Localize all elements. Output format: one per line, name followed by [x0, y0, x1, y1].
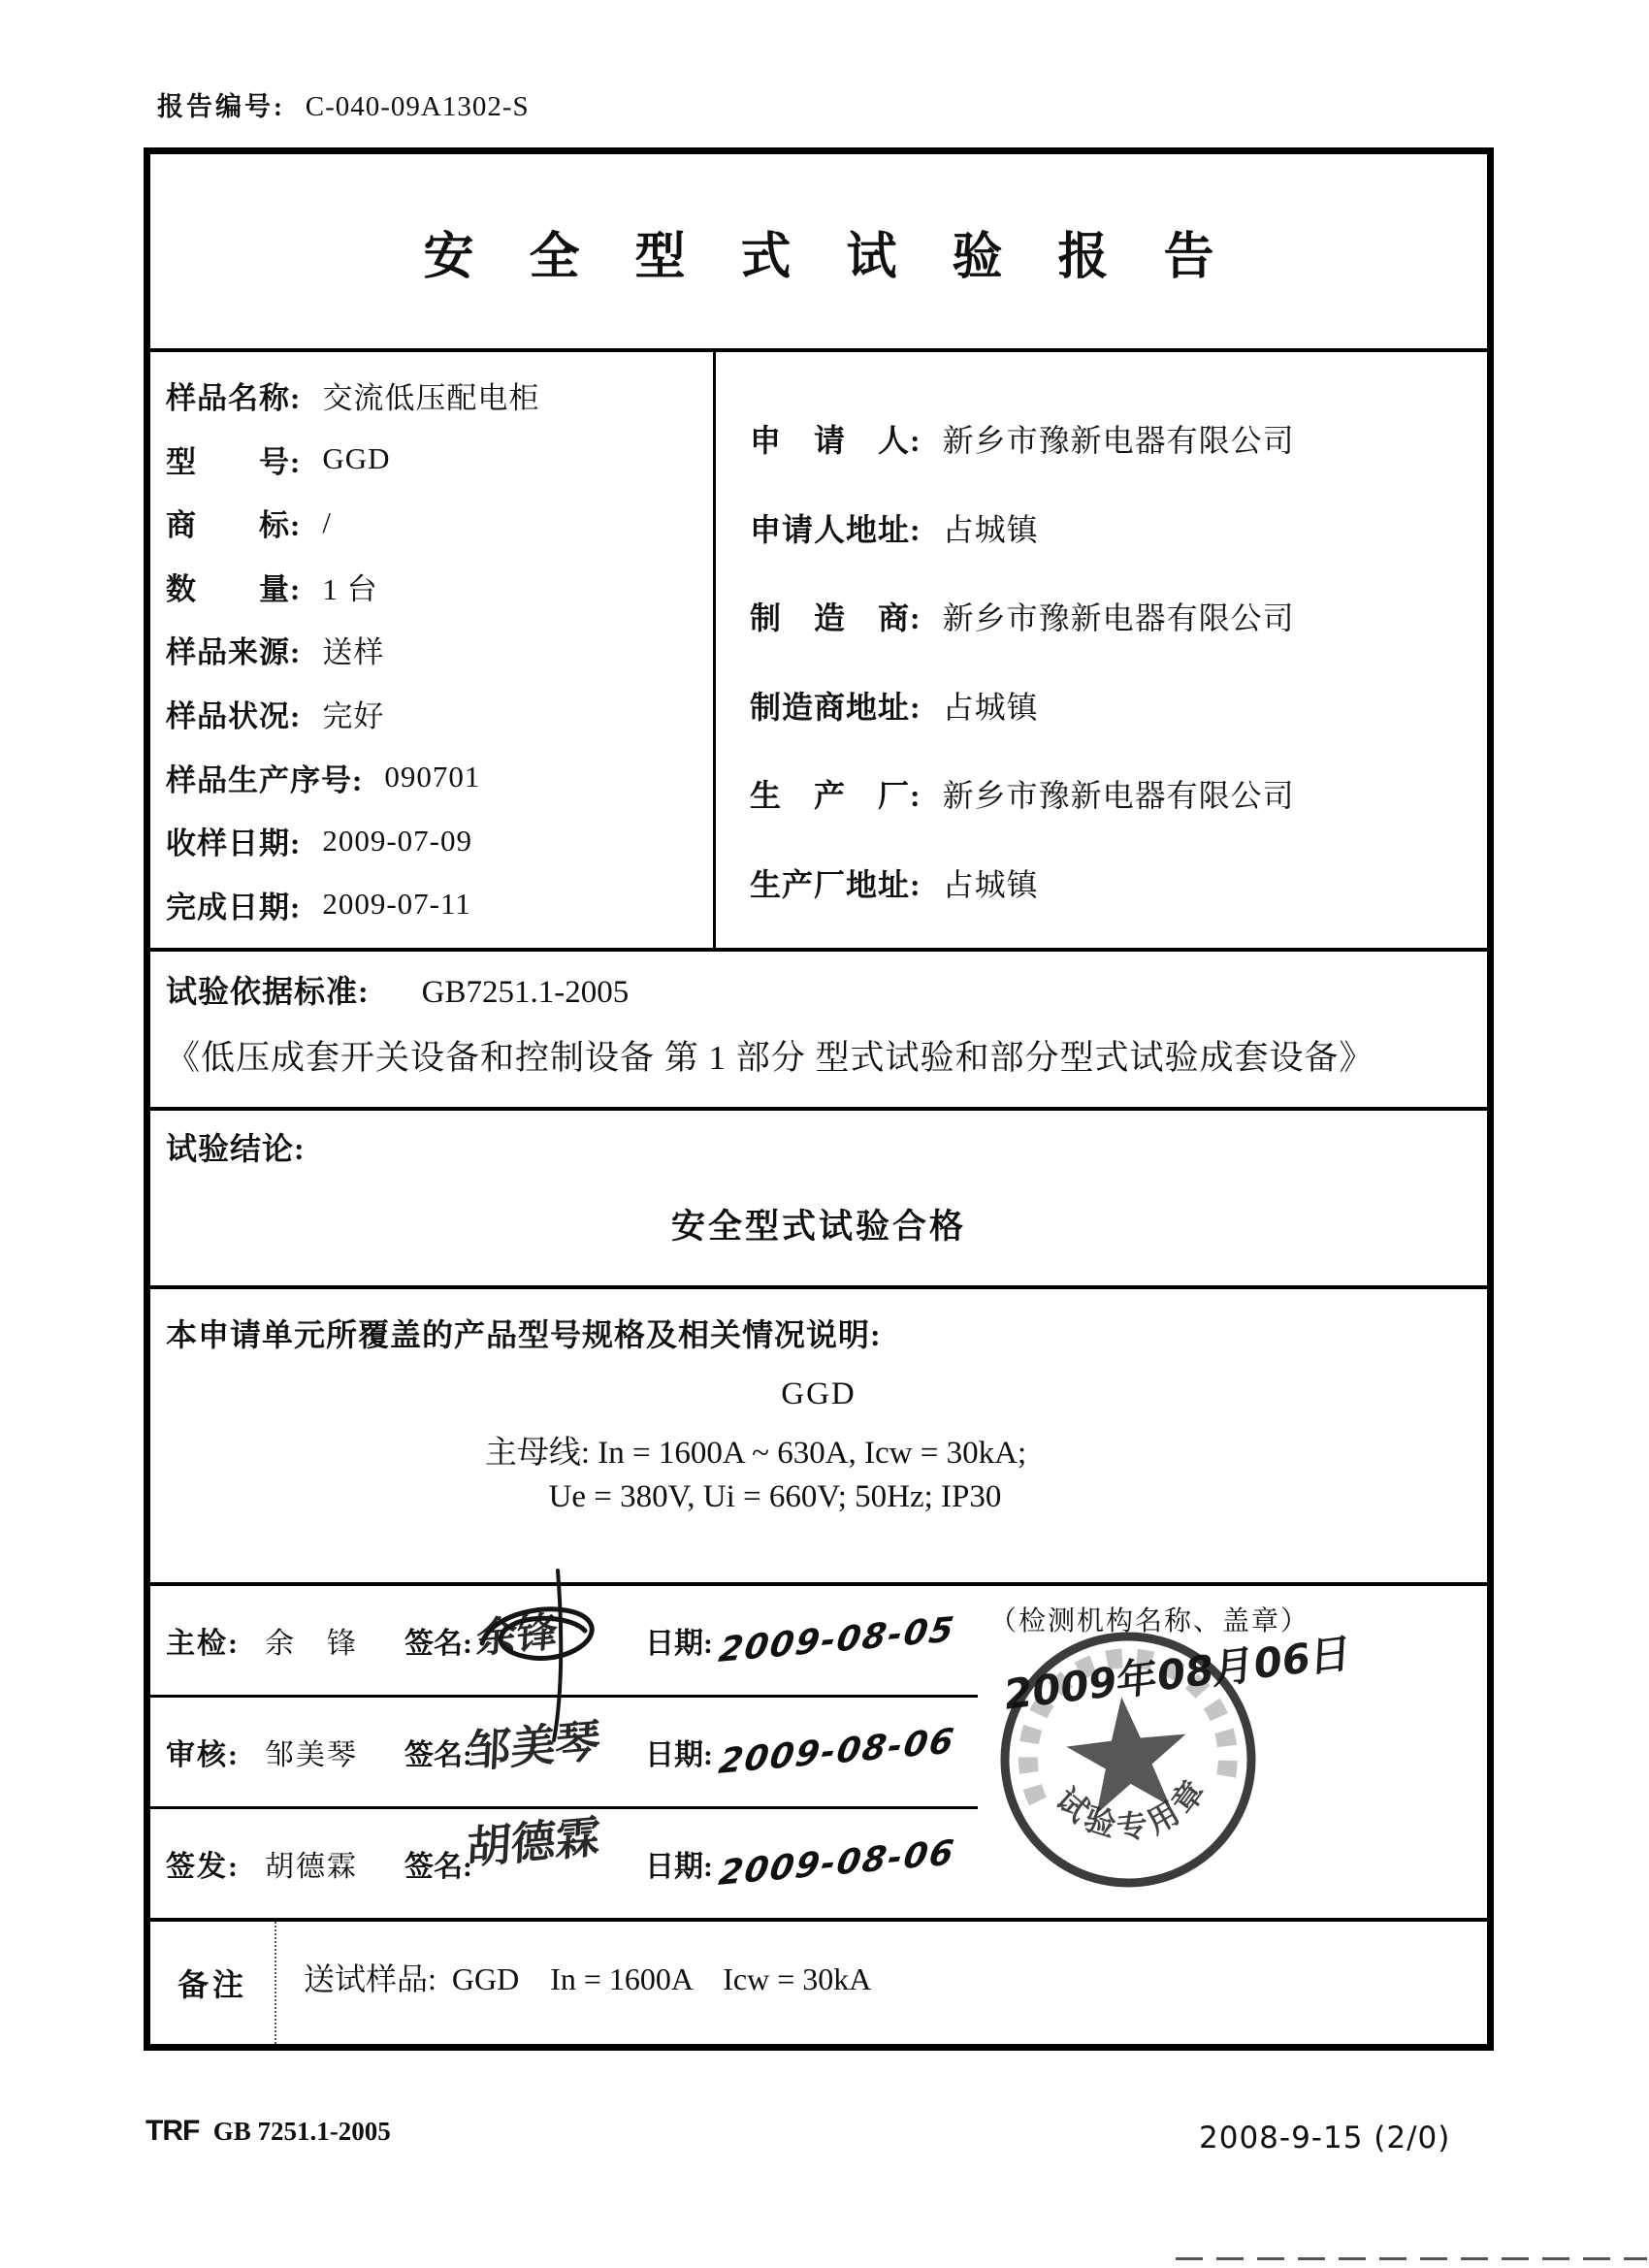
footer-standard-ref: GB 7251.1-2005 — [212, 2117, 391, 2146]
reviewer-name: 邹美琴 — [265, 1739, 358, 1771]
trademark-row — [166, 501, 713, 544]
model-value: GGD — [322, 441, 391, 476]
factory-value: 新乡市豫新电器有限公司 — [942, 778, 1295, 814]
applicant-address-row — [750, 505, 1487, 550]
applicant-label: 申 请 人: — [750, 423, 922, 458]
manufacturer-row — [750, 594, 1487, 638]
footer-date-page: 2008-9-15 (2/0) — [1199, 2121, 1451, 2155]
sign-label: 签名: — [404, 1739, 472, 1771]
chief-inspector-label: 主检: — [166, 1628, 240, 1660]
standard-section — [150, 952, 1487, 1111]
factory-address-value: 占城镇 — [942, 866, 1039, 902]
coverage-busbar-spec: 主母线: In = 1600A ~ 630A, Icw = 30kA; — [484, 1436, 1027, 1471]
receive-date-value: 2009-07-09 — [322, 823, 472, 858]
sample-source-value: 送样 — [322, 635, 385, 670]
remark-section — [150, 1922, 1487, 2044]
trademark-value: / — [322, 504, 332, 539]
model-row — [166, 437, 713, 481]
manufacturer-label: 制 造 商: — [750, 600, 922, 636]
standard-code: GB7251.1-2005 — [421, 975, 630, 1010]
signature-scribble — [465, 1541, 649, 1745]
date-label: 日期: — [645, 1628, 713, 1660]
finish-date-label: 完成日期: — [166, 890, 302, 924]
sign-label: 签名: — [404, 1851, 472, 1883]
issuer-row — [150, 1809, 978, 1918]
receive-date-label: 收样日期: — [166, 826, 302, 861]
signature-rows — [150, 1586, 978, 1918]
handwritten-date: 2009-08-06 — [716, 1833, 958, 1894]
chief-inspector-row — [150, 1586, 978, 1698]
manufacturer-address-value: 占城镇 — [942, 689, 1039, 725]
handwritten-signature: 胡德霖 — [465, 1809, 602, 1875]
report-number-value: C-040-09A1302-S — [305, 91, 530, 122]
chief-inspector-signature — [472, 1586, 645, 1695]
factory-row — [750, 771, 1487, 816]
finish-date-row — [166, 883, 713, 926]
factory-label: 生 产 厂: — [750, 778, 922, 814]
report-number-label: 报告编号: — [157, 92, 285, 121]
serial-number-label: 样品生产序号: — [166, 762, 364, 797]
scan-artifact-line — [1176, 2257, 1647, 2260]
conclusion-result: 安全型式试验合格 — [670, 1208, 966, 1246]
quantity-value: 1 台 — [322, 571, 378, 606]
info-section — [150, 352, 1487, 952]
applicant-value: 新乡市豫新电器有限公司 — [942, 423, 1295, 458]
sample-info-column — [150, 352, 716, 948]
manufacturer-address-row — [750, 683, 1487, 728]
stamp-caption: （检测机构名称、盖章） — [989, 1606, 1310, 1636]
applicant-info-column — [719, 352, 1487, 948]
issuer-signature — [465, 1809, 645, 1918]
issuer-name: 胡德霖 — [265, 1851, 358, 1883]
conclusion-label: 试验结论: — [166, 1131, 306, 1166]
stamp-bottom-text: 试验专用章 — [1049, 1769, 1215, 1846]
quantity-row — [166, 565, 713, 608]
sample-condition-row — [166, 692, 713, 735]
handwritten-signature: 邹美琴 — [465, 1713, 602, 1779]
sample-name-label: 样品名称: — [166, 381, 302, 416]
applicant-row — [750, 416, 1487, 461]
report-number-line — [157, 85, 530, 123]
applicant-address-value: 占城镇 — [942, 511, 1039, 547]
quantity-label: 数 量: — [166, 571, 302, 606]
report-table — [144, 147, 1494, 2051]
sample-source-label: 样品来源: — [166, 635, 302, 670]
receive-date-row — [166, 819, 713, 862]
reviewer-label: 审核: — [166, 1739, 240, 1771]
serial-number-value: 090701 — [384, 760, 481, 794]
manufacturer-value: 新乡市豫新电器有限公司 — [942, 600, 1295, 636]
chief-inspector-name: 余 锋 — [265, 1628, 358, 1660]
sample-name-value: 交流低压配电柜 — [322, 381, 540, 416]
issuer-label: 签发: — [166, 1851, 240, 1883]
sample-condition-value: 完好 — [322, 699, 385, 733]
page-title: 安 全 型 式 试 验 报 告 — [423, 229, 1236, 285]
title-row — [150, 154, 1487, 352]
applicant-address-label: 申请人地址: — [750, 511, 922, 547]
signature-section — [150, 1586, 1487, 1922]
stamp-handwritten-date: 2009年08月06日 — [1002, 1628, 1352, 1720]
factory-address-row — [750, 860, 1487, 905]
coverage-section — [150, 1289, 1487, 1586]
standard-label: 试验依据标准: — [166, 974, 370, 1009]
stamp-cell — [978, 1586, 1487, 1918]
remark-label: 备注 — [150, 1922, 276, 2044]
factory-address-label: 生产厂地址: — [750, 866, 922, 902]
handwritten-date: 2009-08-05 — [716, 1610, 958, 1670]
serial-number-row — [166, 756, 713, 799]
sign-label: 签名: — [404, 1628, 472, 1660]
footer-left — [146, 2115, 391, 2148]
coverage-model: GGD — [781, 1377, 857, 1411]
date-label: 日期: — [645, 1739, 713, 1771]
handwritten-signature: 余锋 — [474, 1607, 560, 1663]
trf-logo: TRF — [146, 2115, 200, 2147]
model-label: 型 号: — [166, 444, 302, 479]
conclusion-section — [150, 1111, 1487, 1289]
sample-condition-label: 样品状况: — [166, 699, 302, 733]
manufacturer-address-label: 制造商地址: — [750, 689, 922, 725]
trademark-label: 商 标: — [166, 508, 302, 543]
standard-line — [166, 967, 1487, 1012]
coverage-voltage-spec: Ue = 380V, Ui = 660V; 50Hz; IP30 — [548, 1479, 1002, 1514]
date-label: 日期: — [645, 1851, 713, 1883]
standard-title: 《低压成套开关设备和控制设备 第 1 部分 型式试验和部分型式试验成套设备》 — [166, 1039, 1374, 1077]
finish-date-value: 2009-07-11 — [322, 887, 471, 922]
coverage-heading: 本申请单元所覆盖的产品型号规格及相关情况说明: — [166, 1317, 882, 1352]
sample-source-row — [166, 628, 713, 671]
handwritten-date: 2009-08-06 — [716, 1722, 958, 1782]
sample-name-row — [166, 373, 713, 417]
remark-value: 送试样品: GGD In = 1600A Icw = 30kA — [304, 1961, 872, 1996]
